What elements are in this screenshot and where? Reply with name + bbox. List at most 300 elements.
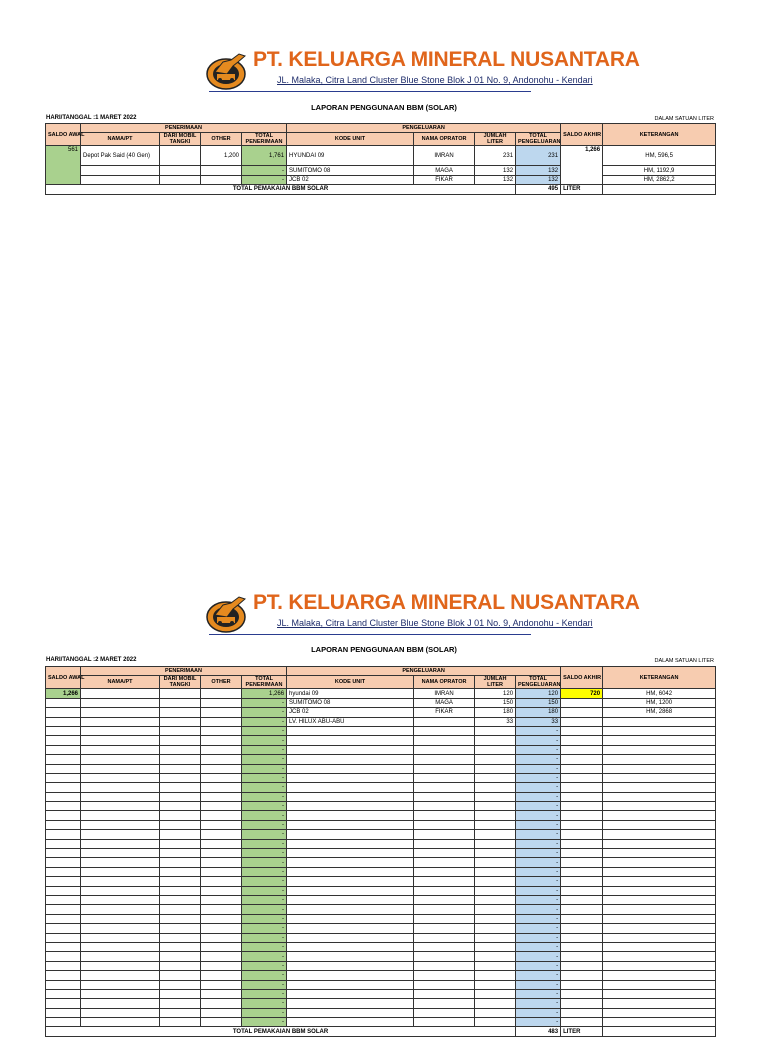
oprator-cell [414, 867, 475, 876]
saldo-awal-cell [46, 989, 81, 998]
kode-unit-cell [287, 839, 414, 848]
other-cell [201, 745, 242, 754]
dari-mobil-cell [160, 773, 201, 782]
dari-mobil-cell [160, 820, 201, 829]
other-cell [201, 1018, 242, 1027]
dari-mobil-cell [160, 999, 201, 1008]
table-row [46, 849, 716, 858]
saldo-awal-cell [46, 980, 81, 989]
saldo-akhir-value: 720 [561, 689, 603, 698]
other-cell [201, 820, 242, 829]
dari-mobil-cell [160, 961, 201, 970]
total-pengeluaran-cell: 120 [516, 689, 561, 698]
nama-pt-cell [81, 773, 160, 782]
keterangan-cell: HM, 1200 [603, 698, 716, 707]
oprator-cell [414, 858, 475, 867]
saldo-awal-cell [46, 867, 81, 876]
nama-pt-cell [81, 820, 160, 829]
company-logo-icon [205, 593, 251, 635]
dari-mobil-cell [160, 895, 201, 904]
dari-mobil-cell [160, 867, 201, 876]
dari-mobil-header: DARI MOBIL TANGKI [160, 133, 201, 146]
total-pengeluaran-cell: - [516, 989, 561, 998]
total-pengeluaran-cell: - [516, 933, 561, 942]
total-row [46, 1027, 716, 1036]
total-penerimaan-cell: - [242, 726, 287, 735]
oprator-cell [414, 1018, 475, 1027]
other-cell [201, 811, 242, 820]
saldo-awal-cell [46, 905, 81, 914]
dari-mobil-cell [160, 802, 201, 811]
keterangan-cell [603, 839, 716, 848]
table-row [46, 886, 716, 895]
total-penerimaan-cell: - [242, 811, 287, 820]
total-pengeluaran-cell: - [516, 1008, 561, 1017]
total-pengeluaran-cell: - [516, 736, 561, 745]
total-pengeluaran-cell: - [516, 811, 561, 820]
dari-mobil-cell [160, 877, 201, 886]
total-pengeluaran-cell: - [516, 867, 561, 876]
total-row-blank [603, 1027, 716, 1036]
jumlah-liter-cell [475, 792, 516, 801]
table-row [46, 745, 716, 754]
other-cell [201, 764, 242, 773]
total-pengeluaran-cell: - [516, 839, 561, 848]
total-penerimaan-cell: - [242, 764, 287, 773]
total-penerimaan-cell: - [242, 933, 287, 942]
kode-unit-cell [287, 773, 414, 782]
jumlah-liter-cell [475, 980, 516, 989]
saldo-awal-cell [46, 764, 81, 773]
saldo-akhir-cell [561, 708, 603, 717]
other-cell [201, 773, 242, 782]
oprator-cell: FIKAR [414, 175, 475, 184]
table-row [46, 830, 716, 839]
saldo-awal-cell [46, 820, 81, 829]
kode-unit-cell [287, 830, 414, 839]
total-pengeluaran-cell: - [516, 942, 561, 951]
dari-mobil-cell [160, 905, 201, 914]
table-row [46, 708, 716, 717]
nama-pt-cell [81, 886, 160, 895]
saldo-akhir-cell [561, 867, 603, 876]
jumlah-liter-cell [475, 999, 516, 1008]
kode-unit-cell [287, 820, 414, 829]
saldo-akhir-header: SALDO AKHIR [561, 667, 603, 689]
keterangan-cell [603, 952, 716, 961]
keterangan-cell [603, 849, 716, 858]
saldo-awal-cell [46, 877, 81, 886]
keterangan-cell [603, 755, 716, 764]
jumlah-liter-cell: 132 [475, 175, 516, 184]
saldo-awal-cell [46, 849, 81, 858]
other-cell [201, 1008, 242, 1017]
other-header: OTHER [201, 133, 242, 146]
jumlah-liter-cell [475, 858, 516, 867]
keterangan-cell [603, 745, 716, 754]
total-pengeluaran-cell: 180 [516, 708, 561, 717]
total-pengeluaran-cell: - [516, 924, 561, 933]
keterangan-cell [603, 971, 716, 980]
total-pengeluaran-cell: - [516, 726, 561, 735]
nama-pt-cell [81, 689, 160, 698]
total-pengeluaran-cell: 132 [516, 175, 561, 184]
dari-mobil-cell [160, 175, 201, 184]
other-header: OTHER [201, 676, 242, 689]
dari-mobil-cell [160, 980, 201, 989]
jumlah-liter-cell [475, 726, 516, 735]
other-cell [201, 698, 242, 707]
saldo-awal-cell [46, 717, 81, 726]
oprator-cell [414, 820, 475, 829]
saldo-awal-header: SALDO AWAL [46, 667, 81, 689]
jumlah-liter-cell [475, 933, 516, 942]
total-pemakaian-value: 495 [516, 185, 561, 194]
keterangan-cell [603, 858, 716, 867]
saldo-awal-cell [46, 914, 81, 923]
header-divider [209, 634, 531, 635]
bbm-table [45, 666, 716, 1037]
nama-pt-cell [81, 1018, 160, 1027]
other-cell [201, 989, 242, 998]
dari-mobil-cell [160, 933, 201, 942]
total-penerimaan-cell: - [242, 820, 287, 829]
oprator-cell [414, 736, 475, 745]
jumlah-liter-cell [475, 839, 516, 848]
oprator-cell [414, 942, 475, 951]
oprator-cell [414, 952, 475, 961]
total-pengeluaran-cell: - [516, 877, 561, 886]
other-cell [201, 942, 242, 951]
jumlah-liter-cell [475, 736, 516, 745]
total-pengeluaran-cell: - [516, 792, 561, 801]
total-pengeluaran-cell: - [516, 905, 561, 914]
dari-mobil-cell [160, 726, 201, 735]
saldo-akhir-cell [561, 773, 603, 782]
nama-pt-cell [81, 905, 160, 914]
dari-mobil-cell [160, 708, 201, 717]
nama-pt-cell [81, 830, 160, 839]
report-date: HARI/TANGGAL :1 MARET 2022 [46, 115, 137, 121]
nama-pt-cell [81, 698, 160, 707]
jumlah-liter-cell [475, 924, 516, 933]
kode-unit-cell [287, 1018, 414, 1027]
other-cell [201, 952, 242, 961]
report-title: LAPORAN PENGGUNAAN BBM (SOLAR) [311, 645, 457, 654]
other-cell [201, 166, 242, 175]
total-penerimaan-cell: - [242, 736, 287, 745]
jumlah-liter-cell [475, 971, 516, 980]
saldo-awal-cell [46, 961, 81, 970]
dari-mobil-cell [160, 736, 201, 745]
kode-unit-header: KODE UNIT [287, 676, 414, 689]
saldo-akhir-cell [561, 1018, 603, 1027]
saldo-awal-cell [46, 755, 81, 764]
table-row [46, 933, 716, 942]
oprator-cell [414, 726, 475, 735]
saldo-akhir-cell [561, 783, 603, 792]
total-pengeluaran-cell: - [516, 764, 561, 773]
keterangan-cell [603, 942, 716, 951]
kode-unit-cell: SUMITOMO 08 [287, 698, 414, 707]
table-row [46, 839, 716, 848]
table-row [46, 146, 716, 166]
oprator-cell: IMRAN [414, 146, 475, 166]
total-pemakaian-label: TOTAL PEMAKAIAN BBM SOLAR [46, 1027, 516, 1036]
saldo-awal-cell [46, 802, 81, 811]
saldo-awal-cell [46, 830, 81, 839]
jumlah-liter-cell [475, 745, 516, 754]
saldo-awal-cell [46, 698, 81, 707]
table-row [46, 717, 716, 726]
table-body [46, 689, 716, 1036]
kode-unit-cell [287, 895, 414, 904]
other-cell [201, 886, 242, 895]
kode-unit-header: KODE UNIT [287, 133, 414, 146]
table-row [46, 1018, 716, 1027]
saldo-akhir-cell [561, 698, 603, 707]
report-title: LAPORAN PENGGUNAAN BBM (SOLAR) [311, 103, 457, 112]
table-row [46, 924, 716, 933]
kode-unit-cell [287, 811, 414, 820]
total-pengeluaran-cell: - [516, 849, 561, 858]
total-pengeluaran-cell: - [516, 980, 561, 989]
oprator-cell [414, 924, 475, 933]
kode-unit-cell [287, 783, 414, 792]
saldo-akhir-cell [561, 886, 603, 895]
total-pengeluaran-cell: - [516, 999, 561, 1008]
total-pengeluaran-cell: - [516, 886, 561, 895]
dari-mobil-cell [160, 698, 201, 707]
kode-unit-cell [287, 1008, 414, 1017]
oprator-cell [414, 933, 475, 942]
jumlah-liter-cell [475, 820, 516, 829]
jumlah-liter-cell: 33 [475, 717, 516, 726]
table-row [46, 961, 716, 970]
jumlah-liter-cell [475, 877, 516, 886]
saldo-akhir-cell [561, 905, 603, 914]
keterangan-cell [603, 802, 716, 811]
pengeluaran-header: PENGELUARAN [287, 124, 561, 133]
company-header [205, 589, 640, 641]
saldo-akhir-cell [561, 811, 603, 820]
total-pengeluaran-cell: 231 [516, 146, 561, 166]
keterangan-cell: HM, 2868 [603, 708, 716, 717]
keterangan-cell [603, 980, 716, 989]
keterangan-cell [603, 717, 716, 726]
kode-unit-cell: JCB 02 [287, 708, 414, 717]
kode-unit-cell [287, 980, 414, 989]
jumlah-liter-cell [475, 849, 516, 858]
nama-pt-cell [81, 989, 160, 998]
other-cell [201, 924, 242, 933]
saldo-akhir-cell [561, 820, 603, 829]
saldo-akhir-header: SALDO AKHIR [561, 124, 603, 146]
nama-pt-cell [81, 717, 160, 726]
saldo-akhir-cell [561, 745, 603, 754]
saldo-awal-value: 561 [46, 146, 81, 185]
saldo-akhir-cell [561, 933, 603, 942]
saldo-akhir-cell [561, 830, 603, 839]
saldo-akhir-cell [561, 980, 603, 989]
nama-pt-cell [81, 933, 160, 942]
saldo-awal-cell [46, 773, 81, 782]
unit-note: DALAM SATUAN LITER [654, 116, 714, 122]
table-row [46, 811, 716, 820]
table-row [46, 792, 716, 801]
keterangan-cell [603, 1018, 716, 1027]
oprator-cell [414, 905, 475, 914]
saldo-akhir-cell [561, 839, 603, 848]
kode-unit-cell [287, 989, 414, 998]
keterangan-cell [603, 783, 716, 792]
keterangan-cell [603, 792, 716, 801]
total-penerimaan-cell: - [242, 708, 287, 717]
total-pengeluaran-cell: - [516, 961, 561, 970]
other-cell [201, 717, 242, 726]
total-penerimaan-cell: - [242, 914, 287, 923]
dari-mobil-cell [160, 914, 201, 923]
saldo-awal-cell [46, 726, 81, 735]
other-cell [201, 802, 242, 811]
table-row [46, 175, 716, 184]
jumlah-liter-cell [475, 867, 516, 876]
kode-unit-cell [287, 726, 414, 735]
dari-mobil-cell [160, 689, 201, 698]
kode-unit-cell: JCB 02 [287, 175, 414, 184]
other-cell [201, 858, 242, 867]
total-penerimaan-cell: - [242, 792, 287, 801]
nama-pt-cell [81, 736, 160, 745]
company-name: PT. KELUARGA MINERAL NUSANTARA [253, 591, 640, 614]
oprator-cell: MAGA [414, 698, 475, 707]
nama-pt-header: NAMA/PT [81, 676, 160, 689]
other-cell [201, 783, 242, 792]
nama-pt-cell [81, 175, 160, 184]
oprator-cell [414, 745, 475, 754]
jumlah-liter-cell [475, 961, 516, 970]
other-cell [201, 849, 242, 858]
company-address: JL. Malaka, Citra Land Cluster Blue Stone Blok J 01 No. 9, Andonohu - Kendari [277, 618, 593, 628]
saldo-awal-cell [46, 1018, 81, 1027]
total-pemakaian-label: TOTAL PEMAKAIAN BBM SOLAR [46, 185, 516, 194]
total-penerimaan-cell: - [242, 745, 287, 754]
company-logo-icon [205, 50, 251, 92]
kode-unit-cell [287, 858, 414, 867]
jumlah-liter-cell [475, 830, 516, 839]
nama-pt-cell [81, 961, 160, 970]
table-row [46, 698, 716, 707]
company-address: JL. Malaka, Citra Land Cluster Blue Stone Blok J 01 No. 9, Andonohu - Kendari [277, 75, 593, 85]
other-cell [201, 175, 242, 184]
keterangan-cell [603, 736, 716, 745]
kode-unit-cell [287, 764, 414, 773]
total-pengeluaran-cell: 132 [516, 166, 561, 175]
liter-label: LITER [561, 1027, 603, 1036]
saldo-akhir-cell [561, 989, 603, 998]
jumlah-liter-header: JUMLAH LITER [475, 676, 516, 689]
oprator-cell [414, 1008, 475, 1017]
oprator-cell [414, 773, 475, 782]
oprator-cell [414, 755, 475, 764]
total-penerimaan-cell: - [242, 858, 287, 867]
total-penerimaan-cell: - [242, 999, 287, 1008]
keterangan-cell [603, 830, 716, 839]
nama-pt-cell [81, 839, 160, 848]
saldo-akhir-cell [561, 914, 603, 923]
total-pengeluaran-cell: - [516, 830, 561, 839]
nama-oprator-header: NAMA OPRATOR [414, 133, 475, 146]
keterangan-cell [603, 811, 716, 820]
kode-unit-cell: LV. HILUX ABU-ABU [287, 717, 414, 726]
nama-pt-header: NAMA/PT [81, 133, 160, 146]
saldo-awal-cell [46, 886, 81, 895]
table-row [46, 755, 716, 764]
total-pengeluaran-cell: - [516, 745, 561, 754]
saldo-akhir-cell [561, 942, 603, 951]
saldo-akhir-cell [561, 858, 603, 867]
dari-mobil-cell [160, 1008, 201, 1017]
jumlah-liter-header: JUMLAH LITER [475, 133, 516, 146]
saldo-awal-cell [46, 942, 81, 951]
kode-unit-cell [287, 924, 414, 933]
saldo-awal-cell [46, 839, 81, 848]
keterangan-cell [603, 924, 716, 933]
jumlah-liter-cell [475, 886, 516, 895]
nama-pt-cell [81, 867, 160, 876]
dari-mobil-cell [160, 830, 201, 839]
total-penerimaan-cell: - [242, 717, 287, 726]
jumlah-liter-cell: 150 [475, 698, 516, 707]
other-cell [201, 755, 242, 764]
oprator-cell: MAGA [414, 166, 475, 175]
keterangan-cell [603, 773, 716, 782]
kode-unit-cell [287, 961, 414, 970]
dari-mobil-cell [160, 886, 201, 895]
oprator-cell [414, 895, 475, 904]
jumlah-liter-cell [475, 802, 516, 811]
saldo-awal-cell [46, 736, 81, 745]
total-penerimaan-cell: - [242, 971, 287, 980]
jumlah-liter-cell: 180 [475, 708, 516, 717]
dari-mobil-cell [160, 1018, 201, 1027]
oprator-cell [414, 783, 475, 792]
dari-mobil-cell [160, 811, 201, 820]
saldo-akhir-cell [561, 952, 603, 961]
jumlah-liter-cell: 231 [475, 146, 516, 166]
total-penerimaan-cell: - [242, 698, 287, 707]
saldo-akhir-cell [561, 877, 603, 886]
dari-mobil-cell [160, 849, 201, 858]
dari-mobil-cell [160, 971, 201, 980]
total-penerimaan-cell: - [242, 839, 287, 848]
jumlah-liter-cell [475, 895, 516, 904]
bbm-table [45, 123, 716, 195]
oprator-cell: IMRAN [414, 689, 475, 698]
saldo-awal-cell [46, 895, 81, 904]
company-header [205, 46, 640, 98]
keterangan-cell [603, 961, 716, 970]
keterangan-header: KETERANGAN [603, 667, 716, 689]
nama-pt-cell [81, 999, 160, 1008]
liter-label: LITER [561, 185, 603, 194]
kode-unit-cell [287, 971, 414, 980]
oprator-cell [414, 999, 475, 1008]
saldo-awal-cell [46, 792, 81, 801]
nama-pt-cell [81, 755, 160, 764]
dari-mobil-cell [160, 792, 201, 801]
oprator-cell [414, 792, 475, 801]
